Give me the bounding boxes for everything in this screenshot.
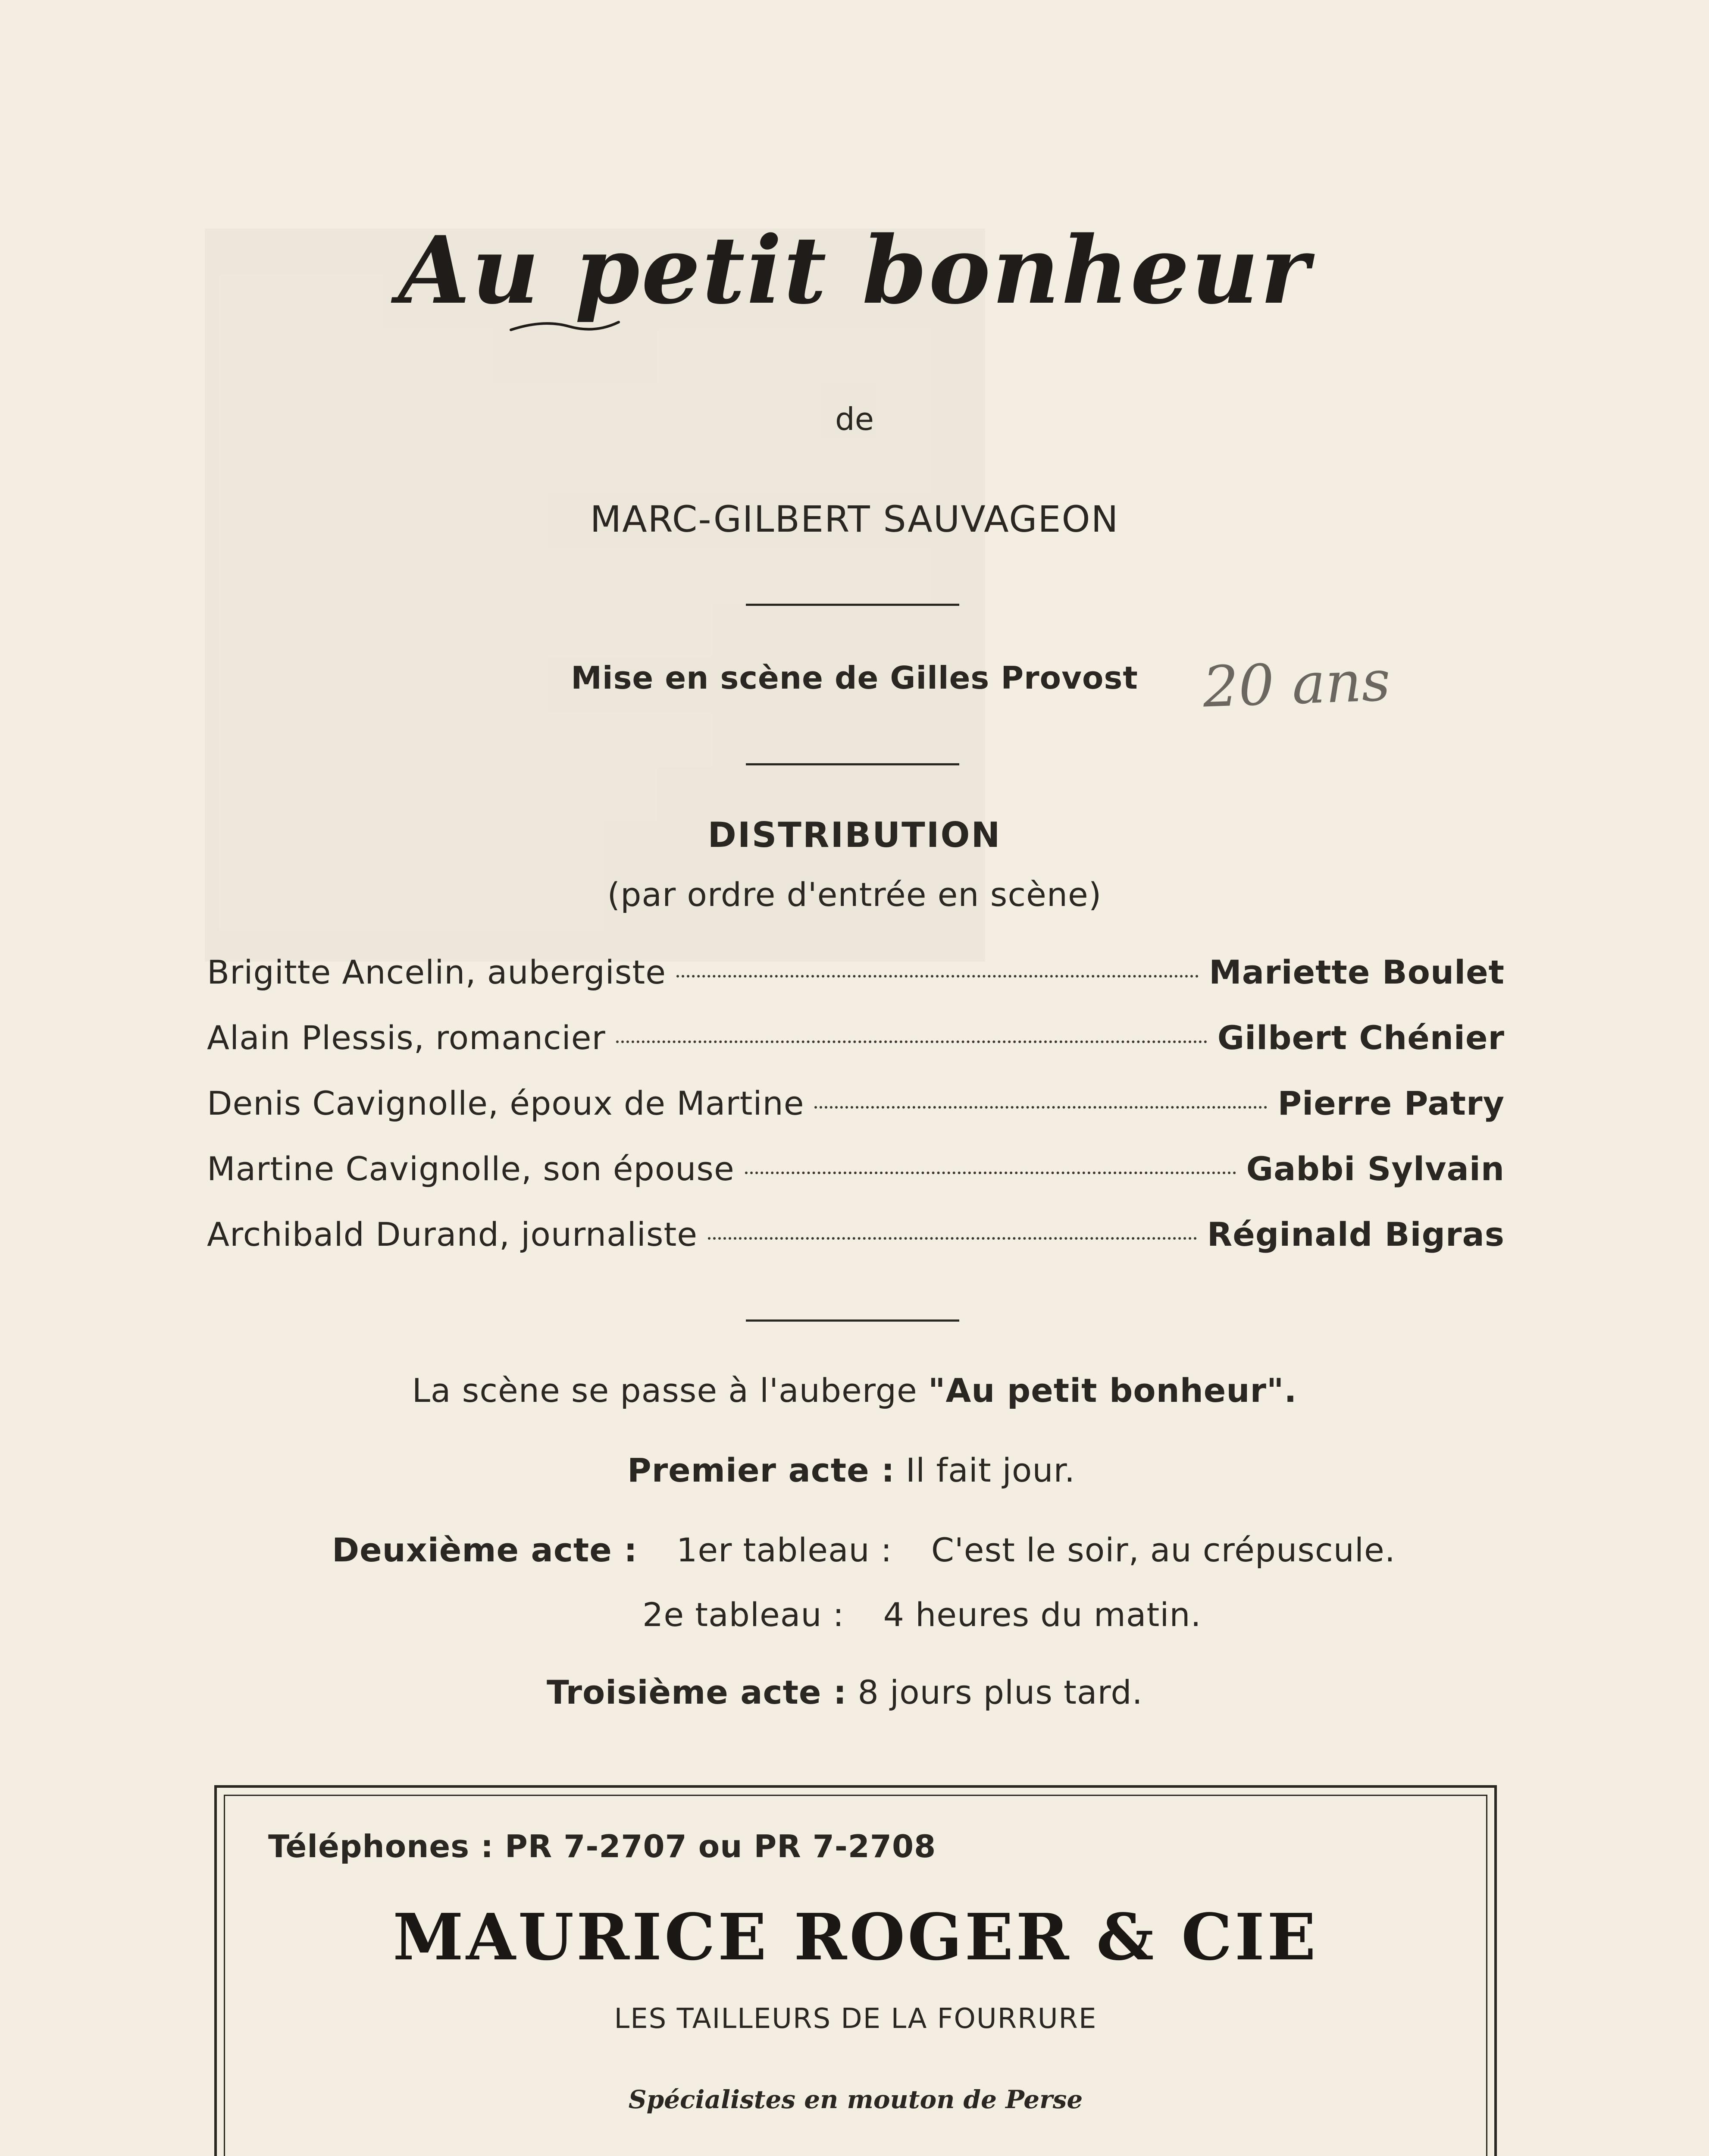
- distribution-heading: DISTRIBUTION: [707, 815, 1002, 855]
- cast-role: Brigitte Ancelin, aubergiste: [207, 953, 666, 991]
- cast-row: [207, 1215, 1505, 1281]
- by-label: de: [835, 401, 874, 437]
- dot-leader: [814, 1106, 1267, 1109]
- ad-specialty: Spécialistes en mouton de Perse: [628, 2085, 1083, 2114]
- dot-leader: [745, 1172, 1236, 1174]
- cast-row: [207, 1018, 1505, 1084]
- divider-rule: [746, 604, 959, 606]
- act-label: Premier acte :: [627, 1451, 895, 1489]
- act-label: Deuxième acte :: [332, 1531, 638, 1569]
- act-text: 8 jours plus tard.: [858, 1673, 1143, 1711]
- act-tableau: 1er tableau :: [676, 1531, 892, 1569]
- cast-list: [207, 953, 1505, 1281]
- ad-tagline: LES TAILLEURS DE LA FOURRURE: [614, 2003, 1097, 2035]
- direction-credit: Mise en scène de Gilles Provost: [571, 660, 1138, 696]
- setting-intro: La scène se passe à l'auberge: [412, 1371, 917, 1410]
- play-title: Au petit bonheur: [398, 216, 1311, 325]
- act-label: Troisième acte :: [547, 1673, 847, 1711]
- act-line: [332, 1531, 1396, 1569]
- divider-rule: [746, 1319, 959, 1322]
- cast-actor: Gabbi Sylvain: [1246, 1150, 1505, 1188]
- act-text: 4 heures du matin.: [883, 1595, 1202, 1634]
- act-line: [547, 1673, 1143, 1711]
- act-text: Il fait jour.: [905, 1451, 1075, 1489]
- ad-phone: Téléphones : PR 7-2707 ou PR 7-2708: [268, 1828, 936, 1865]
- title-swash-flourish: [509, 317, 621, 334]
- ad-company-name: MAURICE ROGER & CIE: [393, 1899, 1318, 1974]
- dot-leader: [676, 975, 1199, 978]
- cast-row: [207, 953, 1505, 1018]
- cast-actor: Pierre Patry: [1277, 1084, 1505, 1122]
- cast-row: [207, 1084, 1505, 1150]
- cast-actor: Mariette Boulet: [1209, 953, 1505, 991]
- advertisement-inner-border: [224, 1795, 1487, 2156]
- dot-leader: [616, 1040, 1207, 1043]
- handwritten-note: 20 ans: [1202, 648, 1392, 720]
- cast-row: [207, 1150, 1505, 1215]
- act-text: C'est le soir, au crépuscule.: [931, 1531, 1396, 1569]
- act-tableau: 2e tableau :: [642, 1595, 845, 1634]
- cast-role: Denis Cavignolle, époux de Martine: [207, 1084, 804, 1122]
- distribution-subheading: (par ordre d'entrée en scène): [607, 875, 1102, 914]
- advertisement-box: [214, 1785, 1497, 2156]
- setting-place: "Au petit bonheur".: [928, 1371, 1297, 1410]
- act-line: [642, 1595, 1202, 1634]
- cast-actor: Gilbert Chénier: [1217, 1018, 1505, 1057]
- dot-leader: [708, 1237, 1197, 1240]
- cast-actor: Réginald Bigras: [1207, 1215, 1505, 1253]
- divider-rule: [746, 763, 959, 765]
- act-line: [627, 1451, 1075, 1489]
- author-name: MARC-GILBERT SAUVAGEON: [590, 498, 1119, 540]
- cast-role: Alain Plessis, romancier: [207, 1018, 606, 1057]
- cast-role: Archibald Durand, journaliste: [207, 1215, 698, 1253]
- cast-role: Martine Cavignolle, son épouse: [207, 1150, 735, 1188]
- setting-line: [0, 1371, 1709, 1410]
